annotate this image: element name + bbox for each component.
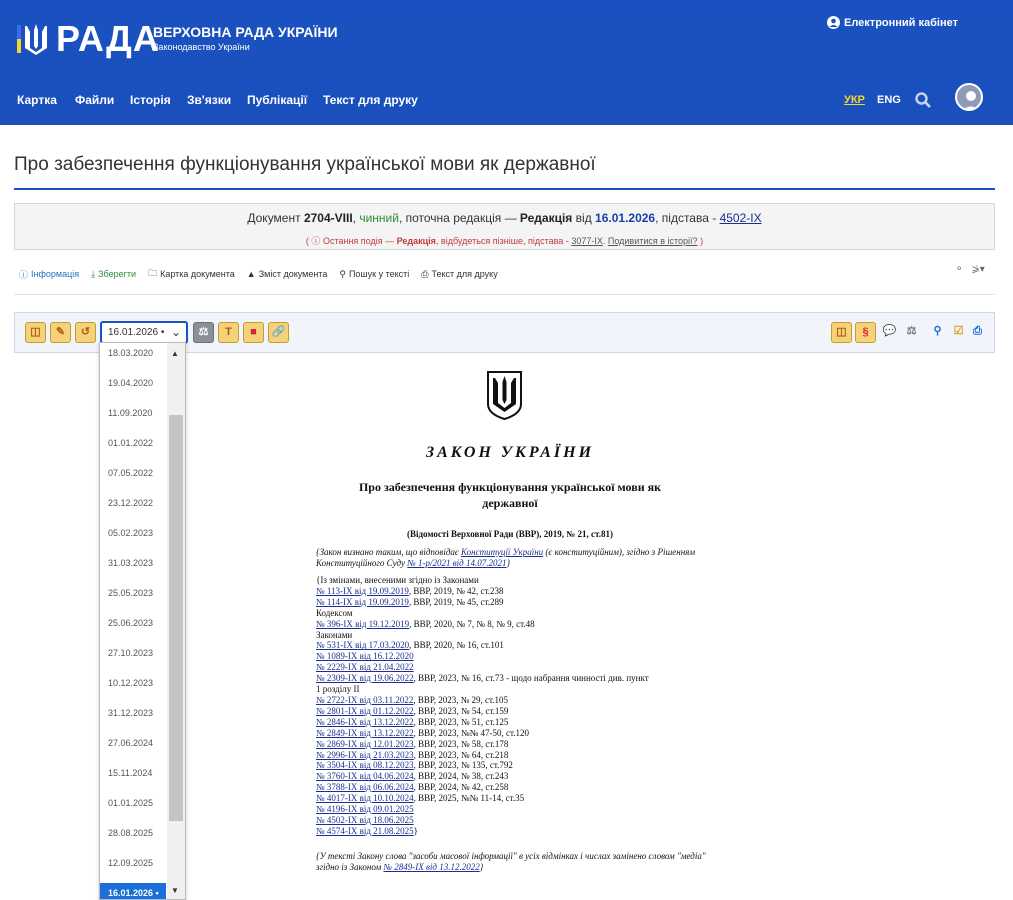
contents-label: Зміст документа <box>258 269 328 279</box>
amendment-line <box>316 695 712 706</box>
amendment-text: , ВВР, 2023, № 51, ст.125 <box>413 716 509 727</box>
english-version-icon[interactable]: ■ <box>243 322 264 343</box>
edition-date-option[interactable]: 31.03.2023 <box>108 558 154 568</box>
folder-icon: 🗀 <box>148 268 158 278</box>
comments-icon[interactable]: 💬 <box>882 325 897 337</box>
paren-open: ( <box>305 236 309 246</box>
amendment-text: , ВВР, 2023, № 29, ст.105 <box>413 694 509 705</box>
edition-date-option[interactable]: 23.12.2022 <box>108 498 154 508</box>
doc-status: чинний <box>359 211 399 225</box>
cabinet-link[interactable] <box>827 16 958 29</box>
amendment-law-link[interactable]: № 2869-IX від 12.01.2023 <box>316 738 414 749</box>
edition-date-option[interactable]: 28.08.2025 <box>108 828 154 838</box>
media-replacement-note <box>316 851 712 873</box>
edition-prefix: , поточна редакція — <box>398 211 517 225</box>
nav-links[interactable]: Зв'язки <box>187 93 232 107</box>
edition-date-option[interactable]: 27.10.2023 <box>108 648 154 658</box>
contents-action[interactable] <box>247 266 328 282</box>
amendment-law-link[interactable]: № 114-IX від 19.09.2019 <box>316 596 409 607</box>
amendment-law-link[interactable]: № 3788-IX від 06.06.2024 <box>316 782 414 793</box>
amendment-text: 1 розділу II <box>316 684 360 695</box>
note1-text-c: } <box>506 558 511 568</box>
amendment-law-link[interactable]: № 113-IX від 19.09.2019 <box>316 585 409 596</box>
law-title: Про забезпечення функціонування української мови як державної <box>358 480 662 510</box>
checklist-icon[interactable]: ☑ <box>953 325 964 337</box>
logo-text[interactable]: РАДА <box>56 18 160 59</box>
amendment-line <box>316 640 712 651</box>
cabinet-label: Електронний кабінет <box>844 16 958 29</box>
edition-date-option[interactable]: 11.09.2020 <box>108 408 153 418</box>
amendment-line <box>316 619 712 630</box>
save-action[interactable] <box>91 266 136 282</box>
nav-files[interactable]: Файли <box>75 93 115 107</box>
share-icon[interactable]: ⪂▾ <box>971 264 985 275</box>
info-action[interactable] <box>19 266 79 282</box>
basis-link[interactable]: 4502-IX <box>719 211 762 225</box>
site-header <box>0 0 1013 125</box>
basis-prefix: , підстава - <box>655 211 717 225</box>
selected-date: 16.01.2026 • <box>108 327 165 338</box>
nav-print-text[interactable]: Текст для друку <box>323 93 418 107</box>
amendment-line <box>316 771 712 782</box>
edition-date: 16.01.2026 <box>595 211 656 225</box>
amendment-line <box>316 608 712 619</box>
last-event-mid: , відбудеться пізніше, підстава - <box>435 236 569 246</box>
doc-prefix: Документ <box>247 211 301 225</box>
amendment-text: , ВВР, 2023, № 54, ст.159 <box>413 705 509 716</box>
amendment-law-link[interactable]: № 2996-IX від 21.03.2023 <box>316 749 414 760</box>
amendment-law-link[interactable]: № 3760-IX від 04.06.2024 <box>316 771 414 782</box>
amendment-text: , ВВР, 2019, № 45, ст.289 <box>408 596 504 607</box>
amendment-text: } <box>413 825 418 836</box>
gear-icon[interactable]: ⚬ <box>955 264 964 275</box>
amendment-text: Законами <box>316 629 353 640</box>
edition-date-option[interactable]: 01.01.2022 <box>108 438 154 448</box>
amendment-line <box>316 684 712 695</box>
amendment-line <box>316 673 712 684</box>
court-decision-link[interactable]: № 1-р/2021 від 14.07.2021 <box>407 558 507 568</box>
amendment-text: , ВВР, 2025, №№ 11-14, ст.35 <box>413 793 525 804</box>
nav-history[interactable]: Історія <box>130 93 171 107</box>
amendment-line <box>316 597 712 608</box>
lang-ukr[interactable]: УКР <box>844 94 865 106</box>
amendment-text: , ВВР, 2024, № 42, ст.258 <box>413 782 509 793</box>
amendment-line <box>316 586 712 597</box>
last-event-line: ( ⓘ Остання подія — Редакція, відбудеться пізніше, підстава - 3077-IX. Подивитися в історії? ) <box>305 236 704 246</box>
edition-date-option[interactable]: 25.06.2023 <box>108 618 154 628</box>
scrollbar-thumb[interactable] <box>169 415 183 821</box>
print-label: Текст для друку <box>431 269 498 279</box>
amendment-law-link[interactable]: № 3504-IX від 08.12.2023 <box>316 760 414 771</box>
amendment-law-link[interactable]: № 4574-IX від 21.08.2025 <box>316 825 414 836</box>
amendment-line <box>316 760 712 771</box>
scroll-down-arrow-icon[interactable]: ▼ <box>171 886 179 895</box>
section-sign-icon[interactable]: § <box>855 322 876 343</box>
amendment-text: , ВВР, 2019, № 42, ст.238 <box>408 585 504 596</box>
amendment-line <box>316 728 712 739</box>
law-2849-link[interactable]: № 2849-IX від 13.12.2022 <box>383 862 480 872</box>
last-event-edition: Редакція <box>396 236 436 246</box>
constitution-link[interactable]: Конституції України <box>461 547 544 557</box>
search-text-action[interactable] <box>339 266 409 282</box>
last-event-label: Остання подія — <box>322 236 395 246</box>
amendments-list <box>316 575 712 837</box>
amendment-law-link[interactable]: № 4017-IX від 10.10.2024 <box>316 793 414 804</box>
edition-date-option[interactable]: 12.09.2025 <box>108 858 154 868</box>
amendment-law-link[interactable]: № 2846-IX від 13.12.2022 <box>316 716 414 727</box>
info-icon: ⓘ <box>311 236 321 246</box>
edition-from: від <box>575 211 592 225</box>
amendment-law-link[interactable]: № 4502-IX від 18.06.2025 <box>316 814 414 825</box>
printer-icon[interactable]: ⎙ <box>973 325 982 337</box>
amendment-text: , ВВР, 2023, № 16, ст.73 - щодо набрання чинності див. пункт <box>413 673 649 684</box>
edition-date-option[interactable]: 15.11.2024 <box>108 768 153 778</box>
related-docs-icon[interactable]: ◫ <box>831 322 852 343</box>
edition-date-option[interactable]: 07.05.2022 <box>108 468 154 478</box>
avatar-icon[interactable] <box>955 83 983 111</box>
scales-icon[interactable]: ⚖ <box>906 325 917 337</box>
note1-text-a: {Закон визнано таким, що відповідає <box>316 547 462 557</box>
main-nav <box>0 78 1013 125</box>
edit-pen-icon[interactable]: ✎ <box>50 322 71 343</box>
amendment-line <box>316 750 712 761</box>
print-action[interactable] <box>421 266 497 282</box>
amendment-line <box>316 630 712 641</box>
amendment-line <box>316 651 712 662</box>
amendment-law-link[interactable]: № 2801-IX від 01.12.2022 <box>316 705 414 716</box>
search-doc-icon[interactable]: ⚲ <box>933 325 942 337</box>
compare-scales-icon[interactable]: ⚖ <box>193 322 214 343</box>
page-title: Про забезпечення функціонування української мови як державної <box>14 154 596 175</box>
note1-text-b: (є конституційним), згідно з Рішенням Конституційного Суду <box>316 547 696 568</box>
edition-date-option[interactable]: 10.12.2023 <box>108 678 154 688</box>
view-history-link[interactable]: Подивитися в історії? <box>607 236 698 246</box>
amendment-line <box>316 706 712 717</box>
edition-date-option[interactable]: 01.01.2025 <box>108 798 154 808</box>
amendment-text: , ВВР, 2020, № 16, ст.101 <box>409 640 504 651</box>
download-icon: ⤓ <box>91 268 96 279</box>
site-title[interactable]: ВЕРХОВНА РАДА УКРАЇНИ <box>153 24 338 40</box>
title-divider <box>14 188 995 190</box>
amendment-line <box>316 815 712 826</box>
edition-date-option[interactable]: 19.04.2020 <box>108 378 154 388</box>
edition-date-option[interactable]: 31.12.2023 <box>108 708 154 718</box>
edition-date-dropdown[interactable] <box>99 342 186 900</box>
amendment-text: , ВВР, 2023, №№ 47-50, ст.120 <box>413 727 529 738</box>
edition-date-option[interactable]: 25.05.2023 <box>108 588 154 598</box>
future-basis-link[interactable]: 3077-IX <box>571 236 603 246</box>
right-actions <box>955 264 985 275</box>
printer-icon: ⎙ <box>421 268 429 279</box>
amendment-line <box>316 782 712 793</box>
card-label: Картка документа <box>160 269 235 279</box>
dropdown-scrollbar[interactable] <box>167 343 185 899</box>
paren-close: ) <box>700 236 704 246</box>
amendment-law-link[interactable]: № 2309-IX від 19.06.2022 <box>316 673 414 684</box>
law-heading: ЗАКОН УКРАЇНИ <box>425 444 595 461</box>
note2-text-a: {У тексті Закону слова "засоби масової інформації" в усіх відмінках і числах замінено словом "медіа" згідно із Законом <box>316 851 706 872</box>
nav-publications[interactable]: Публікації <box>247 93 308 107</box>
edition-date-option[interactable]: 05.02.2023 <box>108 528 154 538</box>
amendment-text: {Із змінами, внесеними згідно із Законами <box>316 575 479 585</box>
amendment-line <box>316 717 712 728</box>
document-actions <box>19 266 498 282</box>
actions-divider <box>14 294 995 295</box>
trident-logo-icon[interactable] <box>17 22 53 56</box>
chevron-down-icon: ⌄ <box>170 325 181 339</box>
edition-date-option[interactable]: 27.06.2024 <box>108 738 154 748</box>
edition-date-select[interactable] <box>100 321 188 344</box>
link-chain-icon[interactable]: 🔗 <box>268 322 289 343</box>
amendment-text: Кодексом <box>316 607 353 618</box>
amendment-law-link[interactable]: № 2849-IX від 13.12.2022 <box>316 727 414 738</box>
amendment-line <box>316 575 712 586</box>
info-circle-icon: ⓘ <box>19 269 29 280</box>
amendment-law-link[interactable]: № 396-IX від 19.12.2019 <box>316 618 410 629</box>
scroll-up-arrow-icon[interactable]: ▲ <box>171 349 179 358</box>
document-status-line: Документ 2704-VIII, чинний, поточна редакція — Редакція від 16.01.2026, підстава - 4502-IX <box>247 211 762 225</box>
amendment-line <box>316 826 712 837</box>
doc-card-icon[interactable]: ◫ <box>25 322 46 343</box>
note2-text-b: } <box>479 862 484 872</box>
amendment-law-link[interactable]: № 2229-IX від 21.04.2022 <box>316 662 414 673</box>
search-text-label: Пошук у тексті <box>348 269 410 279</box>
history-clock-icon[interactable]: ↺ <box>75 322 96 343</box>
amendment-line <box>316 793 712 804</box>
amendment-law-link[interactable]: № 2722-IX від 03.11.2022 <box>316 694 414 705</box>
lang-eng[interactable]: ENG <box>877 94 901 106</box>
user-circle-icon <box>827 16 840 29</box>
edition-date-option[interactable]: 18.03.2020 <box>108 348 154 358</box>
vvr-reference: (Відомості Верховної Ради (ВВР), 2019, № 21, ст.81) <box>406 529 614 539</box>
amendment-text: , ВВР, 2023, № 135, ст.792 <box>413 760 513 771</box>
amendment-text: , ВВР, 2023, № 58, ст.178 <box>413 738 509 749</box>
edition-label: Редакція <box>519 211 573 225</box>
doc-number: 2704-VIII <box>303 211 353 225</box>
info-label: Інформація <box>31 269 80 279</box>
nav-card[interactable]: Картка <box>17 93 57 107</box>
card-action[interactable] <box>148 266 235 282</box>
amendment-text: , ВВР, 2020, № 7, № 8, № 9, ст.48 <box>409 618 535 629</box>
document-status-box <box>14 203 995 250</box>
amendment-line <box>316 662 712 673</box>
edition-date-option[interactable]: 16.01.2026 • <box>100 883 166 900</box>
amendment-text: , ВВР, 2024, № 38, ст.243 <box>413 771 509 782</box>
text-t-icon[interactable]: T <box>218 322 239 343</box>
magnifier-icon: ⚲ <box>339 268 346 279</box>
amendment-line <box>316 804 712 815</box>
amendment-line <box>316 739 712 750</box>
amendment-law-link[interactable]: № 531-IX від 17.03.2020 <box>316 640 410 651</box>
site-subtitle: Законодавство України <box>153 42 250 52</box>
search-icon[interactable] <box>914 91 932 109</box>
amendment-law-link[interactable]: № 1089-IX від 16.12.2020 <box>316 651 414 662</box>
amendment-law-link[interactable]: № 4196-IX від 09.01.2025 <box>316 804 414 815</box>
constitutional-note <box>316 547 712 569</box>
amendment-text: , ВВР, 2023, № 64, ст.218 <box>413 749 509 760</box>
coat-of-arms-icon <box>486 370 523 420</box>
save-label: Зберегти <box>98 269 137 279</box>
sitemap-icon: ▲ <box>246 269 256 279</box>
